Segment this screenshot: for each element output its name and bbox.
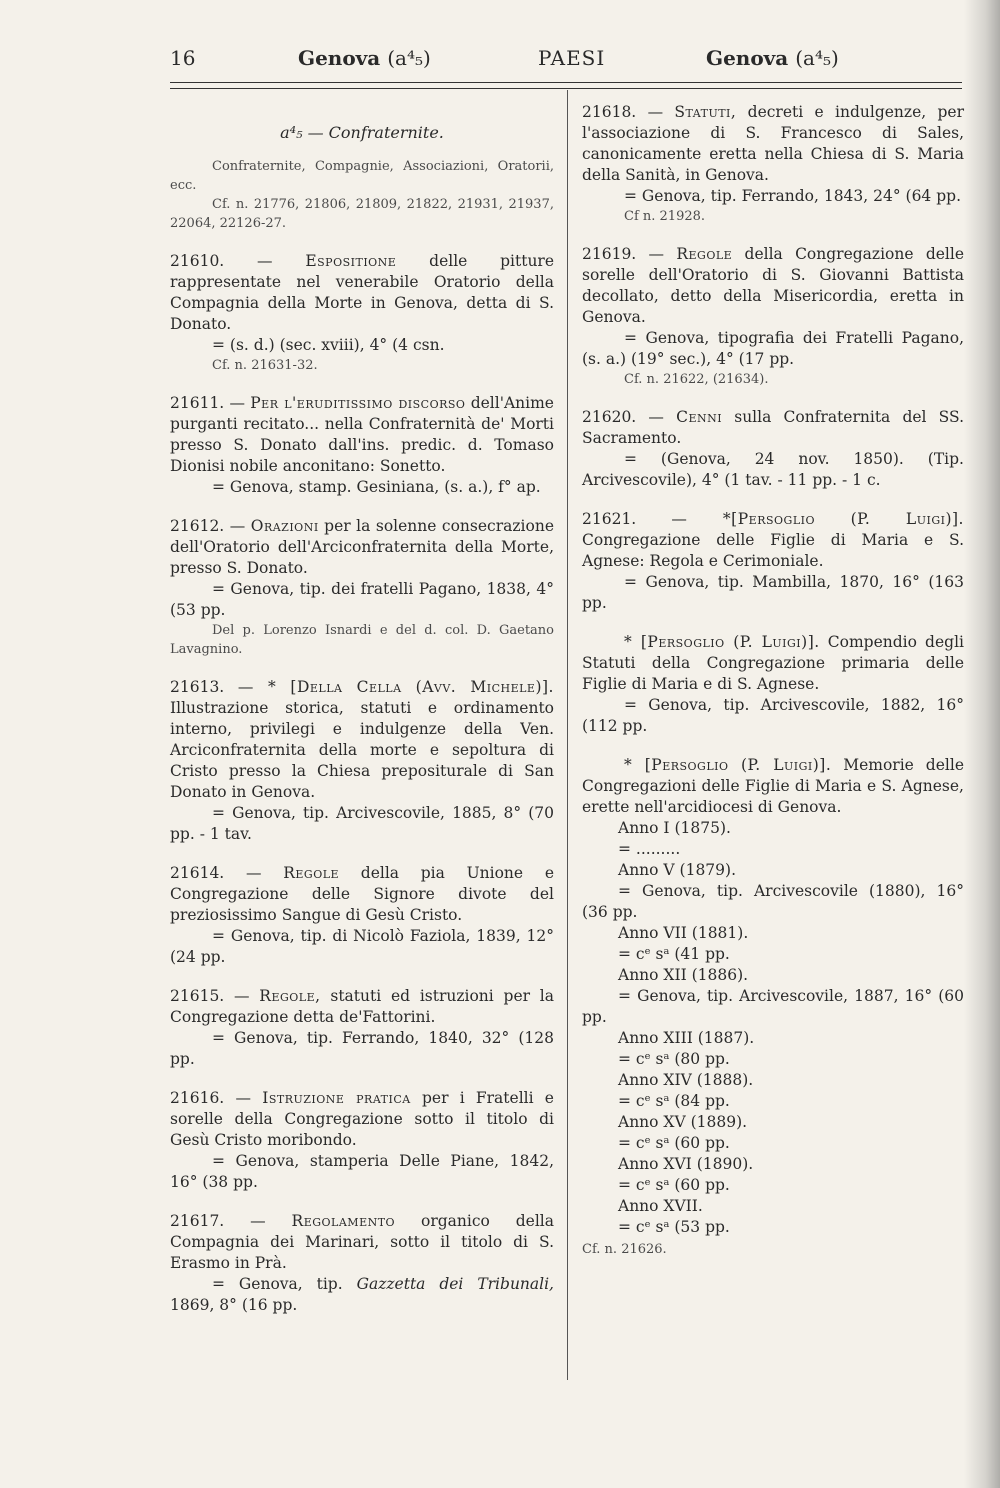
year-label: Anno VII (1881). [618, 924, 749, 942]
entry-title: Illustrazione storica, statuti e ordinamento interno, privilegi e indulgenze della Ven. Arciconfraternita della morte e sepoltura di Cristo presso la Chiesa prepositurale di San Donato in Genova. [170, 699, 554, 801]
entry-imprint: = Genova, tip. dei fratelli Pagano, 1838, 4° (53 pp. [170, 580, 554, 619]
entry-lead: Regole [676, 245, 733, 263]
entry-dash: — [636, 245, 677, 263]
entry-number: 21620. [582, 408, 637, 426]
entry-number: 21617. [170, 1212, 225, 1230]
entry-dash: — [636, 408, 677, 426]
entry-lead: Per l'eruditissimo discorso [250, 394, 466, 412]
catalog-entry [170, 986, 554, 1070]
entry-title: sulla Confraternita del SS. Sacramento. [582, 408, 964, 447]
page-edge-shadow [964, 0, 1000, 1488]
entry-heading [582, 407, 964, 449]
entry-number: 21610. [170, 252, 225, 270]
imprint-text: = Genova, tip. [212, 1275, 343, 1293]
entry-title: statuti ed istruzioni per la Congregazione detta de'Fattorini. [170, 987, 554, 1026]
year-label: Anno XVI (1890). [618, 1155, 754, 1173]
entry-title: della pia Unione e Congregazione delle Signore divote del preziosissimo Sangue di Gesù Cristo. [170, 864, 554, 924]
entry-number: 21618. [582, 103, 637, 121]
entry-heading [170, 516, 554, 579]
year-label: Anno XII (1886). [618, 966, 749, 984]
entry-number: 21619. [582, 245, 637, 263]
section-heading: a⁴₅ — Confraternite. [280, 123, 444, 142]
running-header [170, 46, 962, 86]
entry-lead: Regole [283, 864, 340, 882]
catalog-entry [170, 1088, 554, 1193]
year-imprint: = cᵉ sᵃ (60 pp. [618, 1134, 730, 1152]
entry-imprint: = Genova, tip. Ferrando, 1843, 24° (64 pp. [624, 187, 961, 205]
entry-lead: * [Persoglio (P. Luigi)]. [624, 756, 832, 774]
entry-dash: — [224, 517, 251, 535]
entry-dash: — [224, 1089, 263, 1107]
catalog-entry [582, 244, 964, 389]
entry-note: Cf. n. 21622, (21634). [624, 372, 769, 387]
year-imprint: = cᵉ sᵃ (53 pp. [618, 1218, 730, 1236]
entry-lead: Espositione [305, 252, 397, 270]
catalog-entry [582, 102, 964, 226]
right-title-text: Genova [706, 46, 789, 70]
entry-imprint: = Genova, tip. di Nicolò Faziola, 1839, 12° (24 pp. [170, 927, 554, 966]
year-label: Anno XIV (1888). [618, 1071, 754, 1089]
entry-heading [170, 1088, 554, 1151]
entry-number: 21612. [170, 517, 225, 535]
entry-title: decreti e indulgenze, per l'associazione di S. Francesco di Sales, canonicamente eretta nella Chiesa di S. Maria della Sanità, in Genova. [582, 103, 964, 184]
entry-note: Cf n. 21928. [624, 209, 706, 224]
entry-dash [636, 510, 671, 528]
header-rule [170, 82, 962, 83]
entry-dash: — [224, 394, 251, 412]
entry-title: Compendio degli Statuti della Congregazione primaria delle Figlie di Maria e di S. Agnese. [582, 633, 964, 693]
entry-heading [582, 244, 964, 328]
section-crossref: Cf. n. 21776, 21806, 21809, 21822, 21931, 21937, 22064, 22126-27. [170, 197, 554, 231]
years-list [582, 818, 964, 1238]
entry-number: 21616. [170, 1089, 225, 1107]
page-number: 16 [170, 46, 196, 70]
entry-dash: — [224, 252, 306, 270]
entry-number: 21611. [170, 394, 225, 412]
entry-imprint: = (Genova, 24 nov. 1850). (Tip. Arcivescovile), 4° (1 tav. - 11 pp. - 1 c. [582, 450, 964, 489]
imprint-date: 1869, 8° (16 pp. [170, 1296, 298, 1314]
left-title-section: (a⁴₅) [387, 46, 431, 70]
catalog-entry [170, 677, 554, 845]
entry-lead: * [Persoglio (P. Luigi)]. [624, 633, 820, 651]
entry-dash: — [636, 103, 675, 121]
entry-imprint: = Genova, tip. Arcivescovile, 1882, 16° (112 pp. [582, 696, 964, 735]
entry-number: 21615. [170, 987, 225, 1005]
entry-title: Congregazione delle Figlie di Maria e S. Agnese: Regola e Cerimoniale. [582, 531, 964, 570]
year-imprint: = Genova, tip. Arcivescovile, 1887, 16° (60 pp. [582, 987, 964, 1026]
entry-title: Memorie delle Congregazioni delle Figlie di Maria e S. Agnese, erette nell'arcidiocesi di Genova. [582, 756, 964, 816]
section-intro [170, 157, 554, 233]
year-label: Anno XIII (1887). [618, 1029, 755, 1047]
left-running-title [298, 46, 431, 70]
catalog-entry [170, 1211, 554, 1316]
entry-dash: — [224, 864, 284, 882]
catalog-entry [170, 863, 554, 968]
year-imprint: = cᵉ sᵃ (60 pp. [618, 1176, 730, 1194]
entry-imprint: = Genova, stamperia Delle Piane, 1842, 16° (38 pp. [170, 1152, 554, 1191]
entry-imprint: = Genova, tip. Ferrando, 1840, 32° (128 pp. [170, 1029, 554, 1068]
entry-heading [170, 863, 554, 926]
year-label: Anno I (1875). [618, 819, 731, 837]
entry-imprint: = Genova, tip. Mambilla, 1870, 16° (163 pp. [582, 573, 964, 612]
entry-number: 21613. [170, 678, 225, 696]
entry-lead: Regole, [259, 987, 321, 1005]
imprint-publisher: Gazzetta dei Tribunali, [356, 1275, 554, 1293]
section-description: Confraternite, Compagnie, Associazioni, Oratorii, ecc. [170, 159, 554, 193]
center-running-title: PAESI [538, 46, 606, 70]
entry-heading [170, 677, 554, 803]
right-column [582, 102, 964, 1277]
entry-title: per i Fratelli e sorelle della Congregazione sotto il titolo di Gesù Cristo moribondo. [170, 1089, 554, 1149]
entry-heading [170, 393, 554, 477]
entry-heading [582, 509, 964, 572]
entry-lead: Orazioni [250, 517, 319, 535]
catalog-entry [170, 251, 554, 375]
year-label: Anno XV (1889). [618, 1113, 748, 1131]
entry-imprint [170, 1274, 554, 1316]
catalog-entry [582, 407, 964, 491]
left-column [170, 102, 554, 1334]
entry-title: delle pitture rappresentate nel venerabile Oratorio della Compagnia della Morte in Genova, detta di S. Donato. [170, 252, 555, 333]
year-imprint: = Genova, tip. Arcivescovile (1880), 16° (36 pp. [582, 882, 964, 921]
entry-lead: Istruzione pratica [262, 1089, 411, 1107]
column-divider [567, 90, 568, 1380]
entry-note: Cf. n. 21626. [582, 1242, 667, 1257]
entry-title: della Congregazione delle sorelle dell'Oratorio di S. Giovanni Battista decollato, detto della Misericordia, eretta in Genova. [582, 245, 964, 326]
entry-lead: Statuti, [674, 103, 737, 121]
year-imprint: = cᵉ sᵃ (84 pp. [618, 1092, 730, 1110]
entry-note: Del p. Lorenzo Isnardi e del d. col. D. Gaetano Lavagnino. [170, 623, 554, 657]
entry-dash: — [224, 987, 260, 1005]
entry-title: per la solenne consecrazione dell'Oratorio dell'Arciconfraternita della Morte, presso S. Donato. [170, 517, 554, 577]
entry-title: dell'Anime purganti recitato... nella Confraternità de' Morti presso S. Donato dall'ins. predic. d. Tomaso Dionisi nobile anconitano: Sonetto. [170, 394, 554, 475]
entry-heading [170, 251, 554, 335]
catalog-entry [170, 393, 554, 498]
entry-imprint: = Genova, stamp. Gesiniana, (s. a.), f° ap. [212, 478, 541, 496]
entry-imprint: = Genova, tip. Arcivescovile, 1885, 8° (70 pp. - 1 tav. [170, 804, 554, 843]
header-rule-thin [170, 88, 962, 89]
entry-dash: — [224, 1212, 292, 1230]
entry-lead: — *[Persoglio (P. Luigi)]. [671, 510, 964, 528]
entry-heading [170, 986, 554, 1028]
catalog-entry [582, 755, 964, 1259]
catalog-entry [582, 509, 964, 614]
entry-lead: — * [Della Cella (Avv. Michele)]. [237, 678, 554, 696]
entry-lead: Regolamento [291, 1212, 396, 1230]
entry-heading [582, 102, 964, 186]
year-imprint: = cᵉ sᵃ (41 pp. [618, 945, 730, 963]
entry-number: 21614. [170, 864, 225, 882]
year-imprint: = ......... [618, 840, 681, 858]
entry-title: organico della Compagnia dei Marinari, sotto il titolo di S. Erasmo in Prà. [170, 1212, 554, 1272]
entry-imprint: = Genova, tipografia dei Fratelli Pagano, (s. a.) (19° sec.), 4° (17 pp. [582, 329, 964, 368]
year-label: Anno V (1879). [618, 861, 737, 879]
entry-dash [224, 678, 238, 696]
entry-note: Cf. n. 21631-32. [212, 358, 318, 373]
catalog-entry [582, 632, 964, 737]
year-imprint: = cᵉ sᵃ (80 pp. [618, 1050, 730, 1068]
catalog-entry [170, 516, 554, 659]
entry-imprint: = (s. d.) (sec. xviii), 4° (4 csn. [212, 336, 445, 354]
entry-number: 21621. [582, 510, 637, 528]
right-title-section: (a⁴₅) [795, 46, 839, 70]
entry-lead: Cenni [676, 408, 723, 426]
entry-heading [170, 1211, 554, 1274]
right-running-title [706, 46, 839, 70]
year-label: Anno XVII. [618, 1197, 703, 1215]
left-title-text: Genova [298, 46, 381, 70]
